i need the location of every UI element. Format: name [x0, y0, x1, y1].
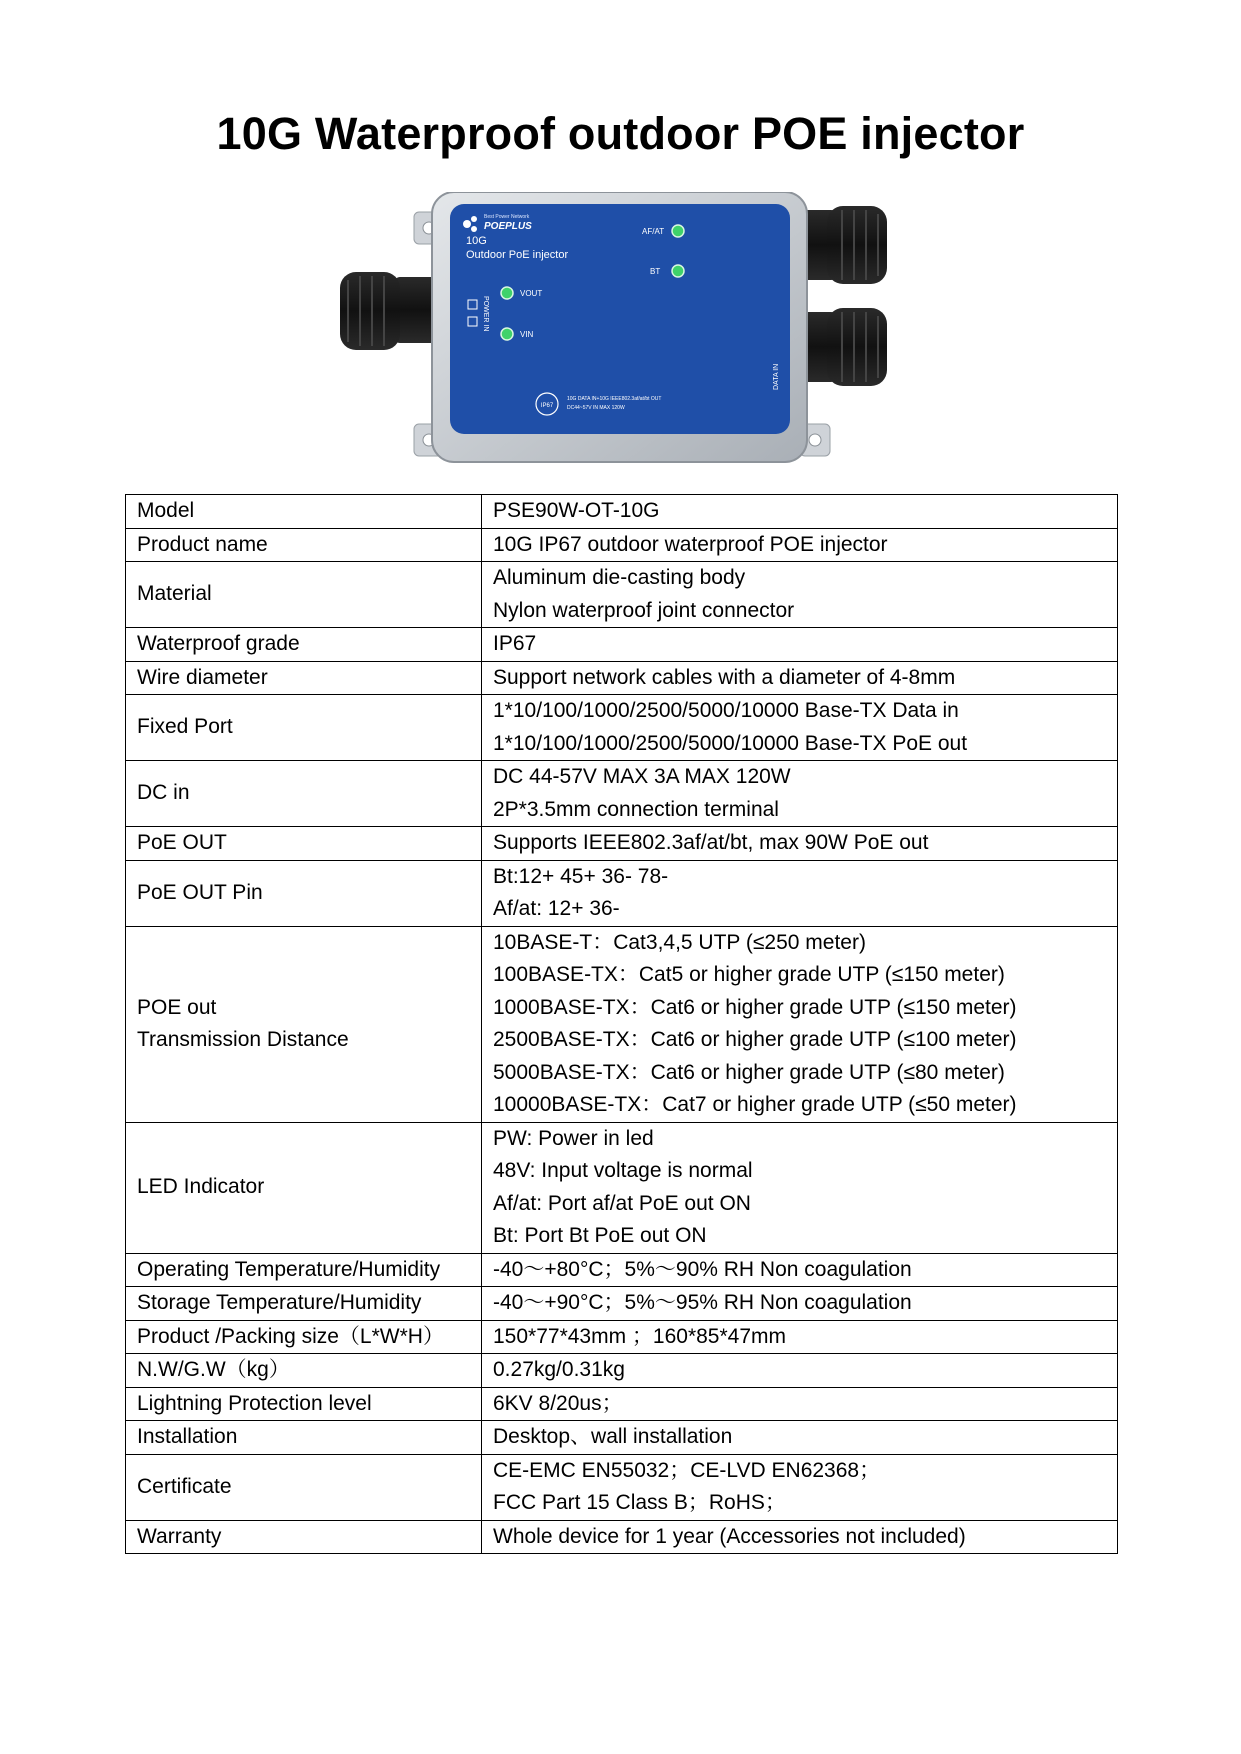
spec-label — [126, 1421, 482, 1455]
spec-value-line: -40～+90°C；5%～95% RH Non coagulation — [493, 1291, 912, 1314]
spec-label — [126, 661, 482, 695]
data-in-label: DATA IN — [773, 363, 780, 390]
label-10g: 10G — [466, 235, 487, 247]
spec-label-line: Wire diameter — [137, 665, 268, 689]
spec-label-line: Product name — [137, 532, 268, 556]
spec-row — [126, 628, 1118, 662]
spec-label — [126, 495, 482, 529]
spec-label-line: Storage Temperature/Humidity — [137, 1291, 422, 1314]
spec-label — [126, 1454, 482, 1520]
spec-value — [482, 495, 1118, 529]
spec-value-line: Aluminum die-casting body — [493, 566, 746, 589]
spec-value-line: Nylon waterproof joint connector — [493, 598, 795, 622]
spec-value — [482, 1354, 1118, 1388]
led-bt-icon — [672, 265, 684, 277]
cable-gland-poe-out — [797, 206, 887, 284]
spec-value-line: Supports IEEE802.3af/at/bt, max 90W PoE out — [493, 831, 929, 854]
spec-value-line: 100BASE-TX：Cat5 or higher grade UTP (≤150 meter) — [493, 963, 1005, 986]
spec-label — [126, 1287, 482, 1321]
spec-row — [126, 1387, 1118, 1421]
spec-value — [482, 1320, 1118, 1354]
spec-value-line: 5000BASE-TX：Cat6 or higher grade UTP (≤80 meter) — [493, 1060, 1005, 1084]
spec-label — [126, 926, 482, 1122]
spec-value-line: 0.27kg/0.31kg — [493, 1358, 625, 1381]
spec-value — [482, 860, 1118, 926]
spec-label-line: Warranty — [137, 1524, 222, 1548]
spec-value — [482, 1253, 1118, 1287]
spec-row — [126, 661, 1118, 695]
spec-row — [126, 1320, 1118, 1354]
spec-label-line: Waterproof grade — [137, 632, 300, 655]
spec-value-line: Support network cables with a diameter of 4-8mm — [493, 665, 956, 689]
spec-value-line: 48V: Input voltage is normal — [493, 1159, 753, 1182]
spec-value-line: Desktop、wall installation — [493, 1425, 733, 1448]
led-label-afat: AF/AT — [642, 227, 665, 236]
spec-label — [126, 695, 482, 761]
spec-row — [126, 860, 1118, 926]
spec-value-line: 6KV 8/20us； — [493, 1391, 623, 1415]
spec-label — [126, 827, 482, 861]
spec-row — [126, 562, 1118, 628]
spec-value — [482, 562, 1118, 628]
spec-value-line: Af/at: 12+ 36- — [493, 897, 620, 920]
spec-value-line: 10000BASE-TX：Cat7 or higher grade UTP (≤50 meter) — [493, 1093, 1017, 1116]
spec-value-line: Af/at: Port af/at PoE out ON — [493, 1191, 751, 1215]
spec-value — [482, 528, 1118, 562]
brand-tagline: Best Power Network — [484, 214, 530, 220]
page-title: 10G Waterproof outdoor POE injector — [216, 108, 1025, 159]
spec-value — [482, 1122, 1118, 1253]
spec-label — [126, 1354, 482, 1388]
led-vout-icon — [501, 287, 513, 299]
spec-value-line: 10G IP67 outdoor waterproof POE injector — [493, 532, 888, 556]
spec-label-line: PoE OUT — [137, 831, 227, 854]
spec-label-line: Lightning Protection level — [137, 1391, 372, 1415]
cable-gland-power — [340, 272, 440, 350]
led-label-vout: VOUT — [520, 289, 543, 298]
cable-gland-data-in — [797, 308, 887, 386]
spec-value — [482, 926, 1118, 1122]
spec-label-line: Installation — [137, 1425, 238, 1448]
spec-label — [126, 860, 482, 926]
spec-value-line: 1*10/100/1000/2500/5000/10000 Base-TX Data in — [493, 699, 959, 722]
spec-label — [126, 528, 482, 562]
spec-row — [126, 1122, 1118, 1253]
spec-label-line: Material — [137, 582, 212, 606]
spec-label — [126, 1520, 482, 1554]
spec-label — [126, 761, 482, 827]
spec-value-line: DC 44-57V MAX 3A MAX 120W — [493, 765, 791, 788]
spec-value — [482, 628, 1118, 662]
spec-row — [126, 1520, 1118, 1554]
spec-value-line: -40～+80°C；5%～90% RH Non coagulation — [493, 1257, 912, 1281]
spec-row — [126, 528, 1118, 562]
spec-label — [126, 562, 482, 628]
spec-value — [482, 1454, 1118, 1520]
panel-spec-line-1: 10G DATA IN+10G IEEE802.3af/at/bt OUT — [567, 396, 662, 402]
spec-row — [126, 1454, 1118, 1520]
spec-value — [482, 827, 1118, 861]
spec-label-line: PoE OUT Pin — [137, 880, 263, 904]
spec-value-line: PSE90W-OT-10G — [493, 499, 660, 522]
spec-row — [126, 1287, 1118, 1321]
led-vin-icon — [501, 328, 513, 340]
spec-label-line: LED Indicator — [137, 1175, 265, 1199]
spec-value — [482, 1520, 1118, 1554]
spec-value-line: Bt:12+ 45+ 36- 78- — [493, 864, 669, 888]
spec-value-line: IP67 — [493, 632, 537, 655]
spec-value-line: 1000BASE-TX：Cat6 or higher grade UTP (≤150 meter) — [493, 995, 1017, 1019]
spec-row — [126, 1354, 1118, 1388]
spec-label — [126, 1122, 482, 1253]
spec-value — [482, 761, 1118, 827]
spec-row — [126, 827, 1118, 861]
power-in-label: POWER IN — [482, 296, 489, 332]
brand-name: POEPLUS — [484, 221, 532, 232]
spec-value-line: Bt: Port Bt PoE out ON — [493, 1224, 707, 1247]
spec-row — [126, 926, 1118, 1122]
spec-label-line: Product /Packing size（L*W*H） — [137, 1324, 444, 1348]
spec-row — [126, 495, 1118, 529]
spec-value-line: Whole device for 1 year (Accessories not included) — [493, 1524, 966, 1548]
spec-value-line: 1*10/100/1000/2500/5000/10000 Base-TX PoE out — [493, 731, 968, 755]
spec-label-line: DC in — [137, 781, 190, 805]
spec-label — [126, 1387, 482, 1421]
spec-value — [482, 1287, 1118, 1321]
label-product: Outdoor PoE injector — [466, 249, 569, 261]
led-label-bt: BT — [650, 267, 661, 276]
spec-value-line: PW: Power in led — [493, 1126, 654, 1150]
spec-value-line: FCC Part 15 Class B；RoHS； — [493, 1491, 786, 1514]
spec-label — [126, 1253, 482, 1287]
spec-label — [126, 1320, 482, 1354]
spec-value — [482, 1387, 1118, 1421]
spec-label-line: Fixed Port — [137, 715, 233, 739]
spec-value — [482, 661, 1118, 695]
spec-label — [126, 628, 482, 662]
ip67-badge-text: IP67 — [540, 403, 554, 409]
spec-value — [482, 1421, 1118, 1455]
spec-value-line: CE-EMC EN55032；CE-LVD EN62368； — [493, 1458, 881, 1482]
spec-row — [126, 761, 1118, 827]
spec-label-line: Certificate — [137, 1474, 232, 1498]
spec-label-line: Transmission Distance — [137, 1028, 349, 1051]
spec-value-line: 2500BASE-TX：Cat6 or higher grade UTP (≤100 meter) — [493, 1028, 1017, 1051]
spec-row — [126, 1421, 1118, 1455]
spec-label-line: Model — [137, 499, 195, 522]
spec-value-line: 150*77*43mm ；160*85*47mm — [493, 1324, 787, 1348]
spec-value-line: 2P*3.5mm connection terminal — [493, 797, 779, 821]
spec-table — [125, 494, 1118, 1554]
spec-label-line: POE out — [137, 995, 217, 1019]
panel-spec-line-2: DC44~57V IN MAX 120W — [567, 405, 625, 411]
spec-value-line: 10BASE-T：Cat3,4,5 UTP (≤250 meter) — [493, 930, 866, 954]
spec-row — [126, 695, 1118, 761]
led-afat-icon — [672, 225, 684, 237]
spec-label-line: Operating Temperature/Humidity — [137, 1257, 441, 1281]
spec-row — [126, 1253, 1118, 1287]
spec-label-line: N.W/G.W（kg） — [137, 1358, 290, 1381]
product-image — [322, 192, 922, 472]
spec-value — [482, 695, 1118, 761]
led-label-vin: VIN — [520, 330, 534, 339]
